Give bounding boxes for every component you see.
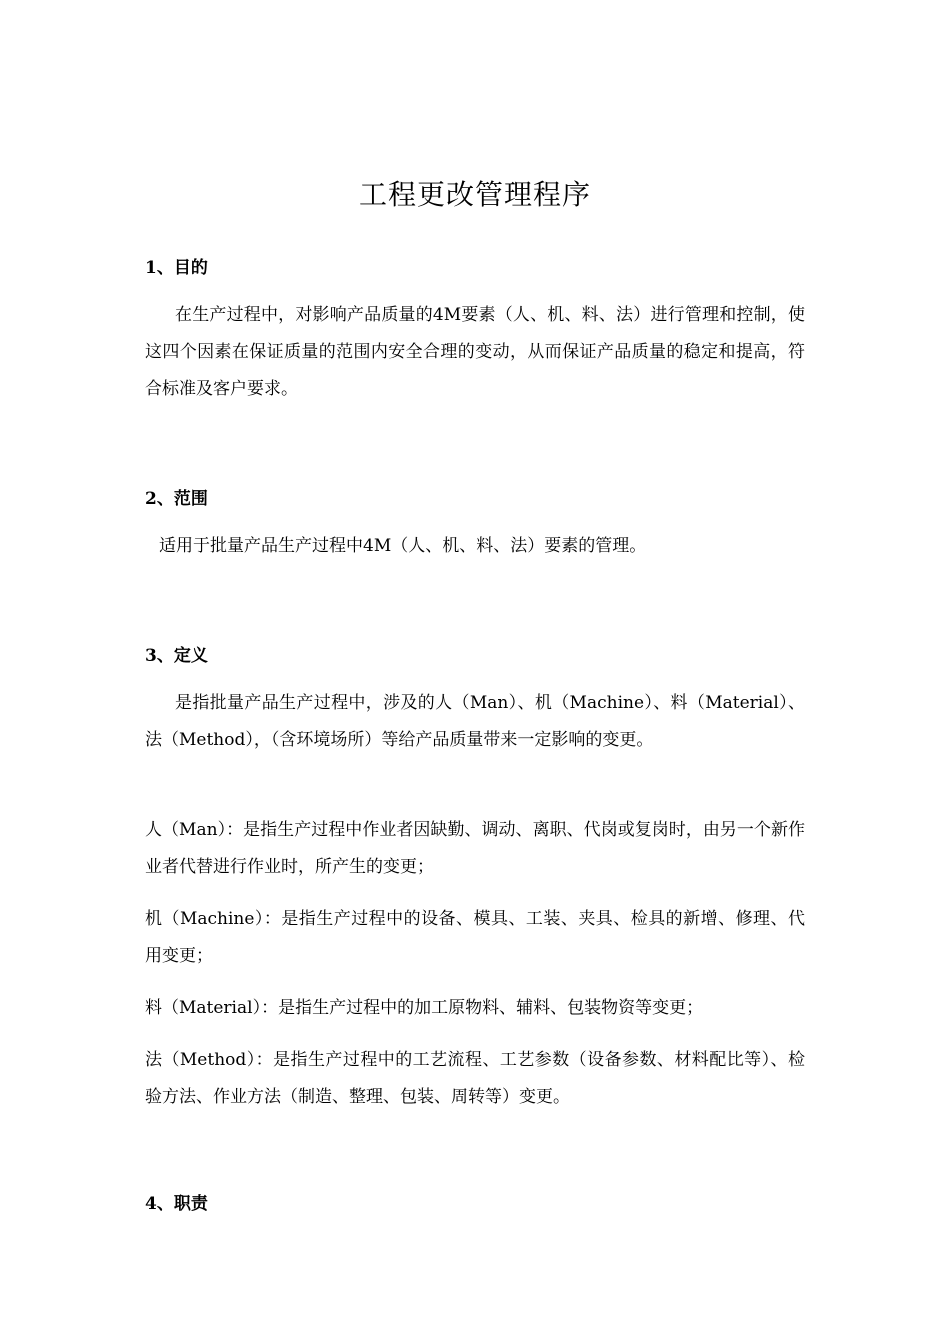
section-heading-responsibility: 4、职责	[145, 1194, 208, 1214]
section-heading-scope: 2、范围	[145, 489, 208, 509]
definition-paragraph-general: 是指批量产品生产过程中，涉及的人（Man）、机（Machine）、料（Material）、法（Method），（含环境场所）等给产品质量带来一定影响的变更。	[145, 693, 805, 750]
definition-paragraph-method: 法（Method）：是指生产过程中的工艺流程、工艺参数（设备参数、材料配比等）、检验方法、作业方法（制造、整理、包装、周转等）变更。	[145, 1050, 805, 1107]
section-heading-purpose: 1、目的	[145, 258, 208, 278]
document-title: 工程更改管理程序	[358, 178, 591, 211]
definition-paragraph-material: 料（Material）：是指生产过程中的加工原物料、辅料、包装物资等变更；	[145, 998, 704, 1018]
purpose-paragraph: 在生产过程中，对影响产品质量的4M要素（人、机、料、法）进行管理和控制，使这四个因素在保证质量的范围内安全合理的变动，从而保证产品质量的稳定和提高，符合标准及客户要求。	[145, 305, 805, 399]
definition-paragraph-man: 人（Man）：是指生产过程中作业者因缺勤、调动、离职、代岗或复岗时，由另一个新作业者代替进行作业时，所产生的变更；	[145, 820, 805, 877]
section-heading-definition: 3、定义	[145, 646, 208, 666]
scope-paragraph: 适用于批量产品生产过程中4M（人、机、料、法）要素的管理。	[159, 536, 647, 556]
definition-paragraph-machine: 机（Machine）：是指生产过程中的设备、模具、工装、夹具、检具的新增、修理、代用变更；	[145, 909, 805, 966]
